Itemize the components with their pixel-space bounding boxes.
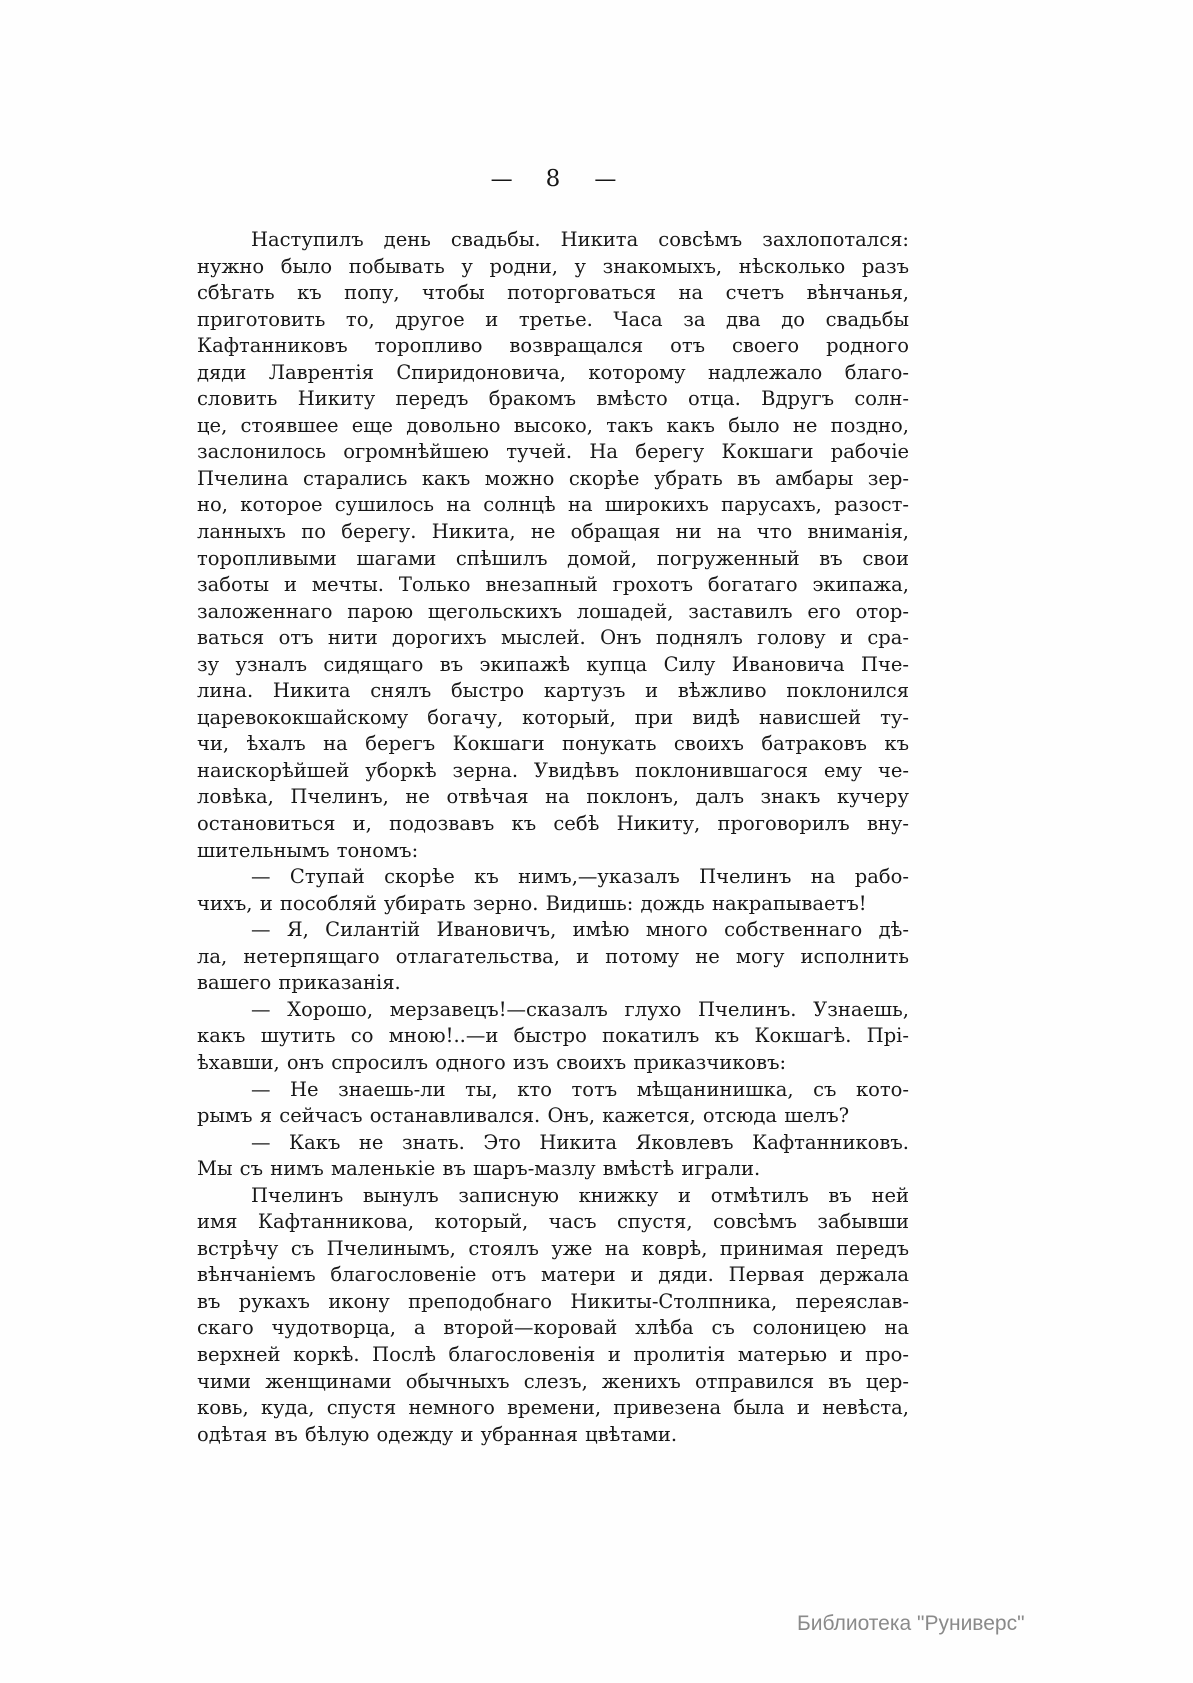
text-line: имя Кафтанникова, который, часъ спустя, совсѣмъ забывши bbox=[197, 1210, 909, 1234]
library-watermark: Библиотека "Руниверс" bbox=[797, 1612, 1025, 1635]
text-line: — Какъ не знать. Это Никита Яковлевъ Кафтанниковъ. bbox=[251, 1130, 909, 1154]
text-line: торопливыми шагами спѣшилъ домой, погруженный въ свои bbox=[197, 546, 909, 570]
page-number-left-dash: — bbox=[490, 166, 512, 192]
text-line: — Не знаешь-ли ты, кто тотъ мѣщанинишка, съ кото- bbox=[251, 1077, 909, 1101]
text-line: чи, ѣхалъ на берегъ Кокшаги понукать своихъ батраковъ къ bbox=[197, 732, 909, 756]
text-line: дяди Лаврентія Спиридоновича, которому надлежало благо- bbox=[197, 360, 909, 384]
page-number-right-dash: — bbox=[594, 166, 616, 192]
text-line: лина. Никита снялъ быстро картузъ и вѣжливо поклонился bbox=[197, 679, 909, 703]
text-line: заложеннаго парою щегольскихъ лошадей, заставилъ его отор- bbox=[197, 599, 909, 623]
text-line: рымъ я сейчасъ останавливался. Онъ, кажется, отсюда шелъ? bbox=[197, 1104, 850, 1128]
text-block bbox=[197, 227, 909, 1448]
text-line: чихъ, и пособляй убирать зерно. Видишь: дождь накрапываетъ! bbox=[197, 891, 867, 915]
text-line: нужно было побывать у родни, у знакомыхъ, нѣсколько разъ bbox=[197, 254, 909, 278]
text-line: заслонилось огромнѣйшею тучей. На берегу Кокшаги рабочіе bbox=[197, 440, 909, 464]
text-line: вашего приказанія. bbox=[197, 971, 401, 995]
text-line: заботы и мечты. Только внезапный грохотъ богатаго экипажа, bbox=[197, 573, 909, 597]
text-line: ловѣка, Пчелинъ, не отвѣчая на поклонъ, далъ знакъ кучеру bbox=[197, 785, 909, 809]
text-line: чими женщинами обычныхъ слезъ, женихъ отправился въ цер- bbox=[197, 1369, 909, 1393]
text-line: остановиться и, подозвавъ къ себѣ Никиту, проговорилъ вну- bbox=[197, 812, 909, 836]
text-line: ла, нетерпящаго отлагательства, и потому не могу исполнить bbox=[197, 944, 909, 968]
text-line: въ рукахъ икону преподобнаго Никиты-Столпника, переяслав- bbox=[197, 1289, 909, 1313]
text-line: ваться отъ нити дорогихъ мыслей. Онъ поднялъ голову и сра- bbox=[197, 626, 909, 650]
text-line: ковь, куда, спустя немного времени, привезена была и невѣста, bbox=[197, 1396, 909, 1420]
text-line: Пчелина старались какъ можно скорѣе убрать въ амбары зер- bbox=[197, 466, 909, 490]
text-line: — Хорошо, мерзавецъ!—сказалъ глухо Пчелинъ. Узнаешь, bbox=[251, 997, 909, 1021]
text-line: ланныхъ по берегу. Никита, не обращая ни на что вниманія, bbox=[197, 520, 909, 544]
page-number: 8 bbox=[545, 166, 561, 192]
text-line: одѣтая въ бѣлую одежду и убранная цвѣтами. bbox=[197, 1422, 678, 1446]
text-line: Наступилъ день свадьбы. Никита совсѣмъ захлопотался: bbox=[251, 228, 909, 251]
text-line: Пчелинъ вынулъ записную книжку и отмѣтилъ въ ней bbox=[251, 1183, 909, 1207]
text-line: наискорѣйшей уборкѣ зерна. Увидѣвъ поклонившагося ему че- bbox=[197, 758, 909, 782]
text-line: це, стоявшее еще довольно высоко, такъ какъ было не поздно, bbox=[197, 413, 909, 437]
text-line: приготовить то, другое и третье. Часа за два до свадьбы bbox=[197, 307, 909, 331]
text-line: ѣхавши, онъ спросилъ одного изъ своихъ приказчиковъ: bbox=[197, 1050, 787, 1074]
text-line: сбѣгать къ попу, чтобы поторговаться на счетъ вѣнчанья, bbox=[197, 281, 909, 305]
text-line: верхней коркѣ. Послѣ благословенія и пролитія матерью и про- bbox=[197, 1342, 909, 1366]
text-line: — Ступай скорѣе къ нимъ,—указалъ Пчелинъ на рабо- bbox=[251, 865, 909, 889]
text-line: встрѣчу съ Пчелинымъ, стоялъ уже на коврѣ, принимая передъ bbox=[197, 1236, 909, 1260]
text-line: вѣнчаніемъ благословеніе отъ матери и дяди. Первая держала bbox=[197, 1263, 909, 1287]
text-line: Мы съ нимъ маленькіе въ шаръ-мазлу вмѣстѣ играли. bbox=[197, 1157, 761, 1181]
text-line: но, которое сушилось на солнцѣ на широкихъ парусахъ, разост- bbox=[197, 493, 909, 517]
text-line: зу узналъ сидящаго въ экипажѣ купца Силу Ивановича Пче- bbox=[197, 652, 909, 676]
text-line: скаго чудотворца, а второй—коровай хлѣба съ солоницею на bbox=[197, 1316, 909, 1340]
text-line: Кафтанниковъ торопливо возвращался отъ своего родного bbox=[197, 334, 909, 358]
text-line: шительнымъ тономъ: bbox=[197, 838, 419, 862]
text-line: царевококшайскому богачу, который, при видѣ нависшей ту- bbox=[197, 705, 909, 729]
text-line: словить Никиту передъ бракомъ вмѣсто отца. Вдругъ солн- bbox=[197, 387, 909, 411]
page-header bbox=[197, 166, 909, 192]
text-line: — Я, Силантій Ивановичъ, имѣю много собственнаго дѣ- bbox=[251, 918, 909, 942]
text-line: какъ шутить со мною!..—и быстро покатилъ къ Кокшагѣ. Прі- bbox=[197, 1024, 909, 1048]
